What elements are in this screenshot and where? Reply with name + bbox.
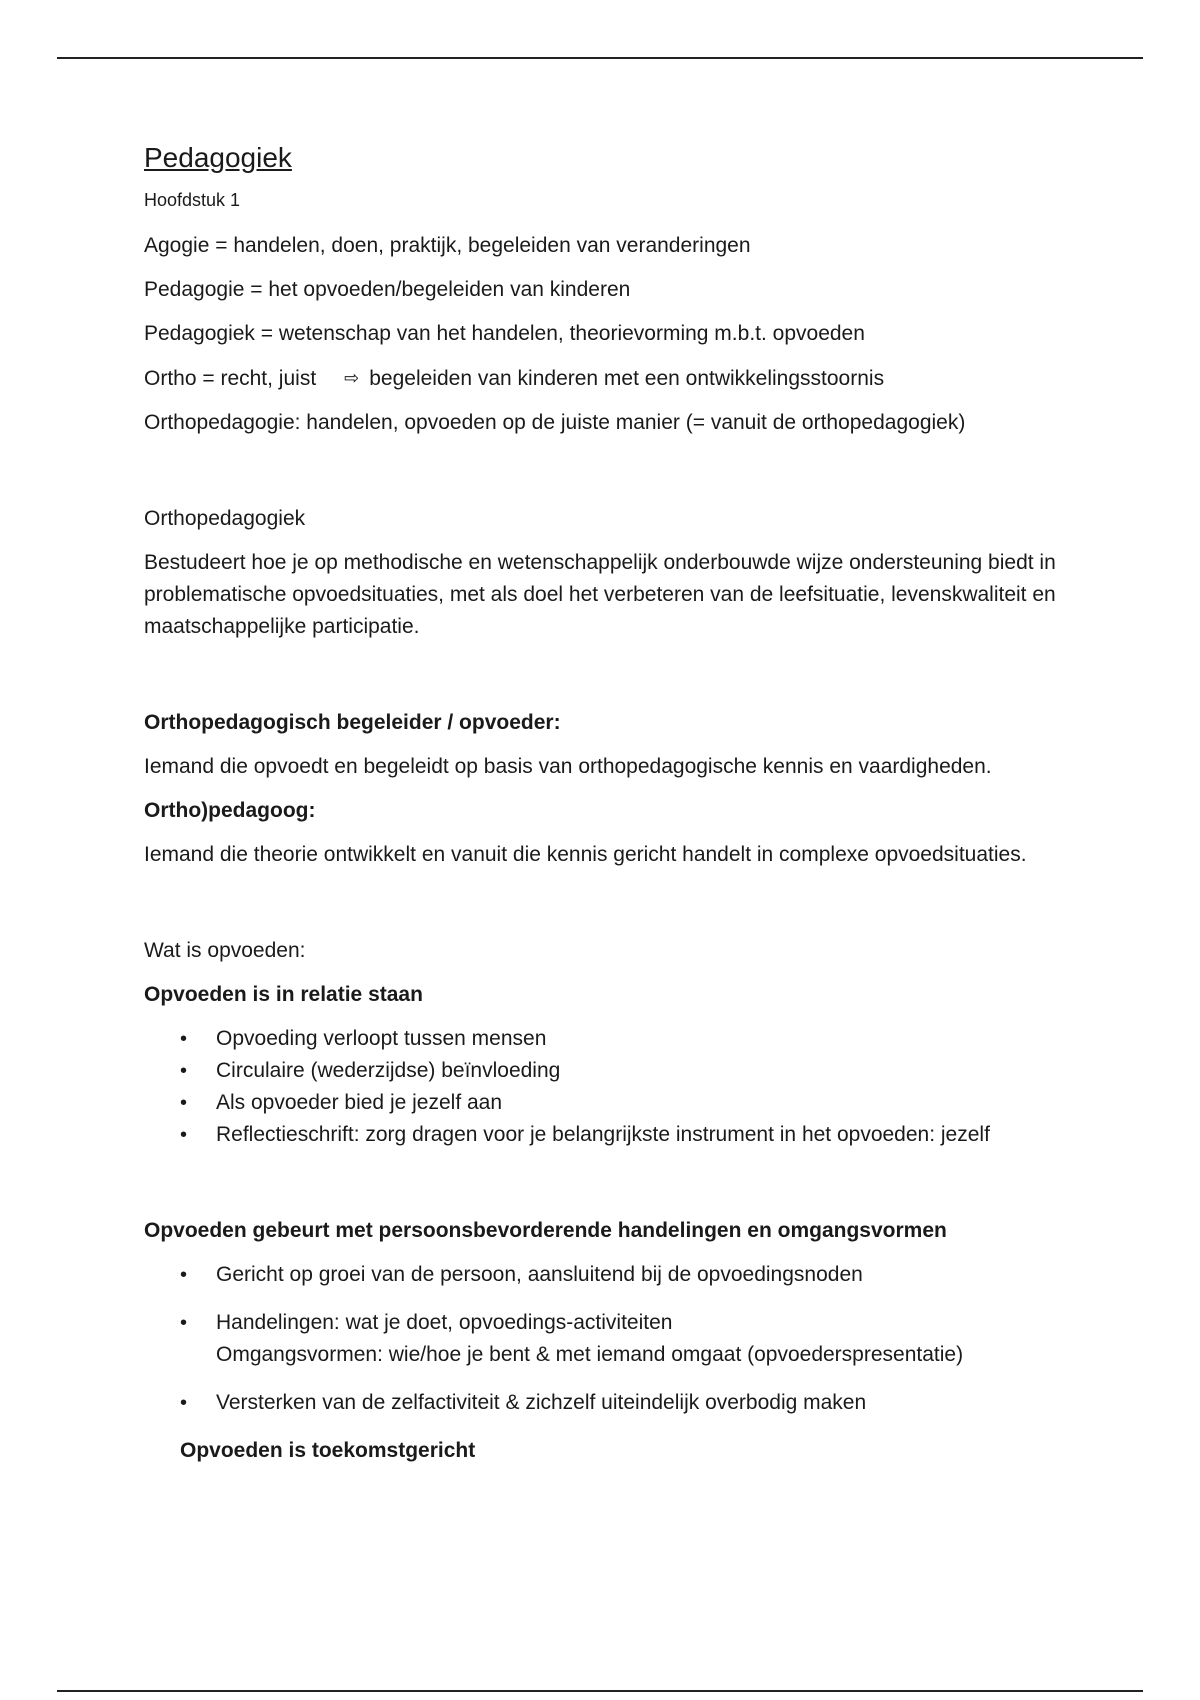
role-body-begeleider: Iemand die opvoedt en begeleidt op basis van orthopedagogische kennis en vaardigheden.: [144, 755, 992, 779]
document-page: [144, 140, 1064, 1479]
relatie-heading: Opvoeden is in relatie staan: [144, 983, 423, 1007]
chapter-label: Hoofdstuk 1: [144, 190, 241, 210]
definition-orthopedagogie: Orthopedagogie: handelen, opvoeden op de juiste manier (= vanuit de orthopedagogiek): [144, 411, 966, 435]
role-heading-begeleider: Orthopedagogisch begeleider / opvoeder:: [144, 711, 561, 735]
wat-is-opvoeden: Wat is opvoeden:: [144, 939, 306, 963]
bullet-icon: •: [180, 1264, 188, 1287]
ortho-left: Ortho = recht, juist: [144, 367, 317, 391]
role-heading-pedagoog: Ortho)pedagoog:: [144, 799, 316, 823]
definition-agogie: Agogie = handelen, doen, praktijk, begeleiden van veranderingen: [144, 234, 751, 258]
list-item: • Reflectieschrift: zorg dragen voor je belangrijkste instrument in het opvoeden: jezelf: [180, 1119, 1064, 1151]
definition-pedagogie: Pedagogie = het opvoeden/begeleiden van kinderen: [144, 278, 631, 302]
section-body-orthopedagogiek: Bestudeert hoe je op methodische en wetenschappelijk onderbouwde wijze ondersteuning biedt in problematische opvoedsituaties, met als doel het verbeteren van de leefsituatie, levenskwaliteit en maatschappelijke participatie.: [144, 551, 1056, 639]
definition-ortho: [144, 362, 1064, 395]
toekomst-heading: Opvoeden is toekomstgericht: [180, 1439, 476, 1463]
bullet-icon: •: [180, 1392, 188, 1415]
arrow-right-icon: ⇨: [344, 368, 360, 389]
list-item: • Als opvoeder bied je jezelf aan: [180, 1087, 1064, 1119]
list-item: • Circulaire (wederzijdse) beïnvloeding: [180, 1055, 1064, 1087]
section-heading-orthopedagogiek: Orthopedagogiek: [144, 507, 306, 531]
bullet-icon: •: [180, 1028, 188, 1051]
list-item: • Opvoeding verloopt tussen mensen: [180, 1023, 1064, 1055]
relatie-list: [144, 1023, 1064, 1151]
document-title: Pedagogiek: [144, 142, 292, 173]
role-body-pedagoog: Iemand die theorie ontwikkelt en vanuit die kennis gericht handelt in complexe opvoedsituaties.: [144, 843, 1027, 867]
list-item: • Versterken van de zelfactiviteit & zichzelf uiteindelijk overbodig maken: [180, 1387, 1064, 1419]
bullet-icon: •: [180, 1060, 188, 1083]
list-item: • Gericht op groei van de persoon, aansluitend bij de opvoedingsnoden: [180, 1259, 1064, 1291]
header-rule: [57, 57, 1143, 59]
bullet-icon: •: [180, 1124, 188, 1147]
bullet-icon: •: [180, 1092, 188, 1115]
list-item: • Handelingen: wat je doet, opvoedings-activiteiten Omgangsvormen: wie/hoe je bent & met iemand omgaat (opvoederspresentatie): [180, 1307, 1064, 1371]
handelingen-heading: Opvoeden gebeurt met persoonsbevorderende handelingen en omgangsvormen: [144, 1219, 947, 1243]
footer-rule: [57, 1690, 1143, 1692]
definition-pedagogiek: Pedagogiek = wetenschap van het handelen, theorievorming m.b.t. opvoeden: [144, 322, 865, 346]
bullet-icon: •: [180, 1312, 188, 1335]
ortho-right: begeleiden van kinderen met een ontwikkelingsstoornis: [369, 367, 885, 391]
handelingen-list: [144, 1259, 1064, 1419]
